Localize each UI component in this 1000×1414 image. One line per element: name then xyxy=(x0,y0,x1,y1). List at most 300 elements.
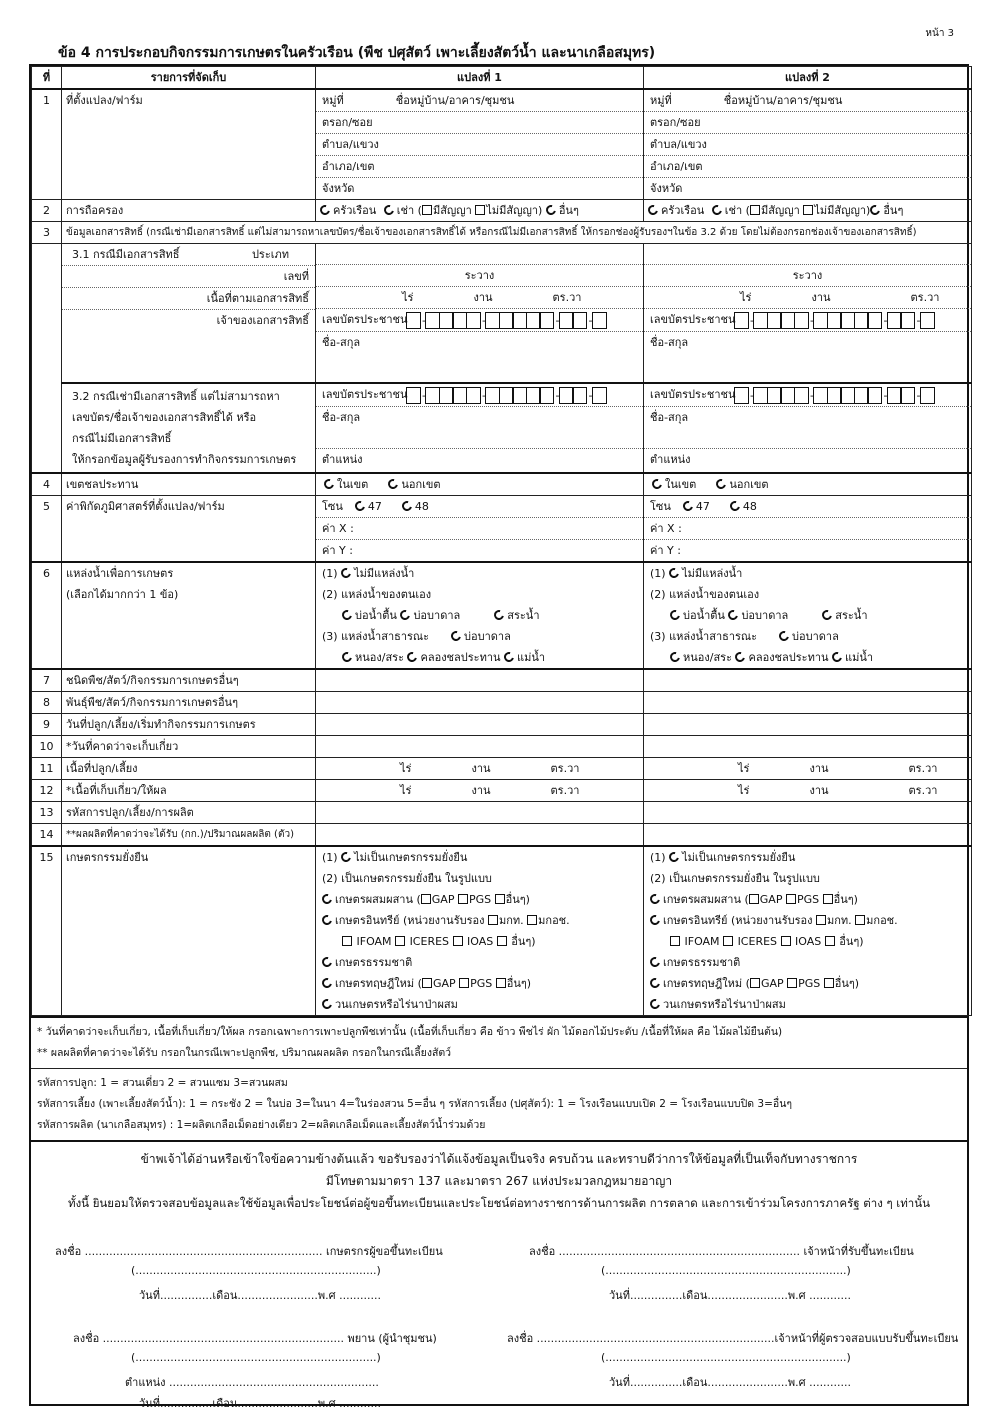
form-table xyxy=(31,66,972,1016)
id-digit-box[interactable] xyxy=(466,312,481,329)
plot1-harvest-area[interactable] xyxy=(316,780,644,802)
checkbox-icon[interactable] xyxy=(453,936,463,946)
moo-label: หมู่ที่ xyxy=(322,94,344,107)
opt-label: บ่อน้ำตื้น xyxy=(355,609,397,622)
rai-label: ไร่ xyxy=(738,784,750,797)
own-source-label: (2) แหล่งน้ำของตนเอง xyxy=(322,588,432,601)
id-card-field[interactable]: เลขบัตรประชาชน - - - - xyxy=(316,384,643,407)
name-field[interactable]: ชื่อ-สกุล xyxy=(322,335,361,349)
checkbox-icon[interactable] xyxy=(459,978,469,988)
plot1-plant-date[interactable] xyxy=(316,714,644,736)
row-number: 6 xyxy=(32,562,62,669)
checkbox-icon[interactable] xyxy=(395,936,405,946)
id-digit-box[interactable] xyxy=(572,387,587,404)
rawang-field[interactable]: ระวาง xyxy=(316,265,643,287)
row-number: 1 xyxy=(32,89,62,200)
row-number: 8 xyxy=(32,692,62,714)
radio-icon[interactable] xyxy=(386,477,400,491)
rai-label: ไร่ xyxy=(402,291,414,304)
radio-icon[interactable] xyxy=(544,203,558,217)
sub-label-line: กรณีไม่มีเอกสารสิทธิ์ xyxy=(72,432,172,445)
officer-receive-signature[interactable]: ลงชื่อ ..................................................................... เจ้าหน้าที่รับขึ้นทะเบียน xyxy=(529,1245,914,1258)
checkbox-icon[interactable] xyxy=(723,936,733,946)
code-line: รหัสการเลี้ยง (เพาะเลี้ยงสัตว์น้ำ): 1 = กระชัง 2 = ในบ่อ 3=ในนา 4=ในร่องสวน 5=อื่น ๆ รหัสการเลี้ยง (ปศุสัตว์): 1 = โรงเรือนแบบเปิด 2 = โรงเรือนแบบปิด 3=อื่นๆ xyxy=(37,1098,793,1110)
opt-label: GAP xyxy=(759,893,783,906)
plot2-production-code[interactable] xyxy=(644,802,972,824)
row-harvest-date xyxy=(32,736,972,758)
checkbox-icon[interactable] xyxy=(495,894,505,904)
type-label: ประเภท xyxy=(251,248,289,261)
row-label: การถือครอง xyxy=(62,200,316,222)
type-field[interactable] xyxy=(316,244,643,265)
plot2-certifier[interactable] xyxy=(644,383,972,473)
officer-receive-name-field[interactable]: (.....................................................................) xyxy=(601,1264,851,1277)
id-digit-box[interactable] xyxy=(539,312,554,329)
deed-area-field[interactable] xyxy=(644,287,971,309)
opt-label: ในเขต xyxy=(665,478,697,491)
opt-label: 48 xyxy=(414,500,429,513)
checkbox-icon[interactable] xyxy=(527,915,537,925)
plot2-location[interactable] xyxy=(644,89,972,200)
plot2-crop-type[interactable] xyxy=(644,669,972,692)
checkbox-icon[interactable] xyxy=(825,936,835,946)
opt-label: GAP xyxy=(431,893,455,906)
opt-label: บ่อบาดาล xyxy=(464,630,511,643)
plot2-plant-area[interactable] xyxy=(644,758,972,780)
col-no: ที่ xyxy=(32,67,62,90)
plot1-certifier[interactable] xyxy=(316,383,644,473)
public-source-label: (3) แหล่งน้ำสาธารณะ xyxy=(322,630,430,643)
plot2-water xyxy=(644,562,972,669)
type-field[interactable] xyxy=(644,244,971,265)
area-label: เนื้อที่ตามเอกสารสิทธิ์ xyxy=(62,288,315,310)
checkbox-icon[interactable] xyxy=(803,205,813,215)
officer-check-name-field[interactable]: (.....................................................................) xyxy=(601,1351,851,1364)
plot1-variety[interactable] xyxy=(316,692,644,714)
radio-icon[interactable] xyxy=(668,608,682,622)
row32-labels xyxy=(62,383,316,473)
public-source-label: (3) แหล่งน้ำสาธารณะ xyxy=(650,630,758,643)
row-production-code xyxy=(32,802,972,824)
deed-area-field[interactable] xyxy=(316,287,643,309)
row-3-2 xyxy=(32,383,972,473)
id-card-label: เลขบัตรประชาชน xyxy=(322,313,408,326)
village-label: ชื่อหมู่บ้าน/อาคาร/ชุมชน xyxy=(723,94,843,107)
province-field[interactable]: จังหวัด xyxy=(650,182,683,195)
own-source-label: (2) แหล่งน้ำของตนเอง xyxy=(650,588,760,601)
opt-label: เกษตรผสมผสาน ( xyxy=(335,893,421,906)
rai-label: ไร่ xyxy=(738,762,750,775)
rai-label: ไร่ xyxy=(400,762,412,775)
row-label: เนื้อที่ปลูก/เลี้ยง xyxy=(62,758,316,780)
id-digit-box[interactable] xyxy=(867,312,882,329)
id-digit-box[interactable] xyxy=(794,387,809,404)
moo-label: หมู่ที่ xyxy=(650,94,672,107)
row-3-1 xyxy=(32,244,972,384)
plot2-irrigation xyxy=(644,473,972,496)
name-field[interactable]: ชื่อ-สกุล xyxy=(316,407,643,449)
num: (1) xyxy=(650,567,666,580)
plot2-harvest-area[interactable] xyxy=(644,780,972,802)
declaration-line: ทั้งนี้ ยินยอมให้ตรวจสอบข้อมูลและใช้ข้อมูลเพื่อประโยชน์ต่อผู้ขอขึ้นทะเบียนและประโยชน์ต่อทางราชการด้านการผลิต การตลาด และการเข้าร่วมโครงการภาครัฐ ต่าง ๆ เท่านั้น xyxy=(67,1196,930,1210)
id-digit-box[interactable] xyxy=(572,312,587,329)
opt-label: PGS xyxy=(798,977,821,990)
radio-icon[interactable] xyxy=(339,850,353,864)
village-label: ชื่อหมู่บ้าน/อาคาร/ชุมชน xyxy=(395,94,515,107)
opt-label: วนเกษตรหรือไร่นาป่าผสม xyxy=(663,998,786,1011)
amphoe-field[interactable]: อำเภอ/เขต xyxy=(316,156,643,178)
opt-label: PGS xyxy=(470,977,493,990)
checkbox-icon[interactable] xyxy=(670,936,680,946)
opt-label: IFOAM xyxy=(684,935,720,948)
opt-label: IOAS xyxy=(467,935,494,948)
checkbox-icon[interactable] xyxy=(781,936,791,946)
declaration-line: ข้าพเจ้าได้อ่านหรือเข้าใจข้อความข้างต้นแล้ว ขอรับรองว่าได้แจ้งข้อมูลเป็นจริง ครบถ้วน และทราบดีว่าการให้ข้อมูลที่เป็นเท็จกับทางราชการ xyxy=(140,1152,858,1166)
opt-label: ครัวเรือน xyxy=(661,204,705,217)
id-digit-box[interactable] xyxy=(900,387,915,404)
y-coord-field[interactable]: ค่า Y : xyxy=(650,544,681,557)
radio-icon[interactable] xyxy=(353,499,367,513)
radio-icon[interactable] xyxy=(648,976,662,990)
radio-icon[interactable] xyxy=(399,608,413,622)
id-digit-box[interactable] xyxy=(734,387,749,404)
id-card-label: เลขบัตรประชาชน xyxy=(322,388,408,401)
plot2-plant-date[interactable] xyxy=(644,714,972,736)
declaration xyxy=(31,1140,967,1214)
tambon-field[interactable]: ตำบล/แขวง xyxy=(316,134,643,156)
id-digit-box[interactable] xyxy=(406,312,421,329)
witness-position-field[interactable]: ตำแหน่ง ............................................................ xyxy=(125,1376,379,1389)
radio-icon[interactable] xyxy=(668,650,682,664)
checkbox-icon[interactable] xyxy=(816,915,826,925)
opt-label: บ่อบาดาล xyxy=(413,609,461,622)
opt-label: อื่นๆ) xyxy=(834,977,860,990)
opt-label: เกษตรทฤษฎีใหม่ ( xyxy=(335,977,422,990)
radio-icon[interactable] xyxy=(406,650,420,664)
id-card-field[interactable]: เลขบัตรประชาชน - - - - xyxy=(644,309,971,332)
row-label: เขตชลประทาน xyxy=(62,473,316,496)
x-coord-field[interactable]: ค่า X : xyxy=(644,518,971,540)
radio-icon[interactable] xyxy=(667,566,681,580)
opt-label: มกท. xyxy=(498,914,524,927)
wa-label: ตร.วา xyxy=(552,291,582,304)
opt-label: คลองชลประทาน xyxy=(748,651,829,664)
witness-name-field[interactable]: (.....................................................................) xyxy=(131,1351,381,1364)
soi-field[interactable]: ตรอก/ซอย xyxy=(316,112,643,134)
row-expected-yield xyxy=(32,824,972,847)
position-field[interactable]: ตำแหน่ง xyxy=(650,452,691,466)
row-number: 14 xyxy=(32,824,62,847)
opt-label: 48 xyxy=(742,500,757,513)
province-field[interactable]: จังหวัด xyxy=(322,182,355,195)
tambon-field[interactable]: ตำบล/แขวง xyxy=(644,134,971,156)
row-label: เกษตรกรรมยั่งยืน xyxy=(62,846,316,1016)
radio-icon[interactable] xyxy=(382,203,396,217)
position-field[interactable]: ตำแหน่ง xyxy=(322,452,363,466)
id-digit-box[interactable] xyxy=(867,387,882,404)
row-title-deed xyxy=(32,222,972,244)
farmer-date-field[interactable]: วันที่...............เดือน.......................พ.ศ ............ xyxy=(139,1289,382,1302)
id-digit-box[interactable] xyxy=(794,312,809,329)
row-number: 4 xyxy=(32,473,62,496)
checkbox-icon[interactable] xyxy=(458,894,468,904)
checkbox-icon[interactable] xyxy=(422,978,432,988)
name-field[interactable]: ชื่อ-สกุล xyxy=(650,335,689,349)
row-number: 10 xyxy=(32,736,62,758)
opt-label: ครัวเรือน xyxy=(333,204,377,217)
row-number: 13 xyxy=(32,802,62,824)
plot1-location[interactable] xyxy=(316,89,644,200)
row-label: ที่ตั้งแปลง/ฟาร์ม xyxy=(62,89,316,200)
radio-icon[interactable] xyxy=(728,499,742,513)
radio-icon[interactable] xyxy=(830,650,844,664)
ngan-label: งาน xyxy=(471,762,491,775)
checkbox-icon[interactable] xyxy=(823,894,833,904)
opt-label: อื่นๆ xyxy=(883,204,904,217)
radio-icon[interactable] xyxy=(648,997,662,1011)
id-digit-box[interactable] xyxy=(592,312,607,329)
plot2-coords xyxy=(644,496,972,563)
num: (1) xyxy=(322,851,338,864)
opt-label: อื่นๆ) xyxy=(506,977,532,990)
label-line: แหล่งน้ำเพื่อการเกษตร xyxy=(66,567,174,580)
header-row xyxy=(32,67,972,90)
plot1-sustainable xyxy=(316,846,644,1016)
plot1-irrigation xyxy=(316,473,644,496)
radio-icon[interactable] xyxy=(340,650,354,664)
radio-icon[interactable] xyxy=(340,608,354,622)
id-digit-box[interactable] xyxy=(466,387,481,404)
radio-icon[interactable] xyxy=(320,892,334,906)
plot2-harvest-date[interactable] xyxy=(644,736,972,758)
row-label: รหัสการปลูก/เลี้ยง/การผลิต xyxy=(62,802,316,824)
opt-label: อื่นๆ xyxy=(558,204,579,217)
id-digit-box[interactable] xyxy=(592,387,607,404)
checkbox-icon[interactable] xyxy=(475,205,485,215)
row-label: **ผลผลิตที่คาดว่าจะได้รับ (กก.)/ปริมาณผลผลิต (ตัว) xyxy=(62,824,316,847)
plot1-tenure xyxy=(316,200,644,222)
opt-label: บ่อน้ำตื้น xyxy=(683,609,725,622)
opt-label: อื่นๆ) xyxy=(839,935,864,948)
officer-check-signature[interactable]: ลงชื่อ ....................................................................เจ้าหน้าที่ผู้ตรวจสอบแบบรับขึ้นทะเบียน xyxy=(507,1332,959,1345)
signature-block xyxy=(31,1214,967,1410)
radio-icon[interactable] xyxy=(320,955,334,969)
id-digit-box[interactable] xyxy=(406,387,421,404)
id-card-label: เลขบัตรประชาชน xyxy=(650,313,736,326)
id-card-label: เลขบัตรประชาชน xyxy=(650,388,736,401)
opt-label: มกอช. xyxy=(538,914,570,927)
row-label: ค่าพิกัดภูมิศาสตร์ที่ตั้งแปลง/ฟาร์ม xyxy=(62,496,316,563)
row-water-source xyxy=(32,562,972,669)
radio-icon[interactable] xyxy=(646,203,660,217)
opt-label: เช่า ( xyxy=(396,204,422,217)
radio-icon[interactable] xyxy=(492,608,506,622)
radio-icon[interactable] xyxy=(727,608,741,622)
farmer-signature[interactable]: ลงชื่อ .................................................................... เกษตรกรผู้ขอขึ้นทะเบียน xyxy=(55,1245,443,1258)
opt-label: GAP xyxy=(760,977,784,990)
plot2-deed[interactable] xyxy=(644,244,972,384)
row-number: 15 xyxy=(32,846,62,1016)
sub-label-line: ให้กรอกข้อมูลผู้รับรองการทำกิจกรรมการเกษตร xyxy=(72,453,297,466)
plot1-deed[interactable] xyxy=(316,244,644,384)
radio-icon[interactable] xyxy=(339,566,353,580)
opt-label: ICERES xyxy=(737,935,778,948)
num: (1) xyxy=(322,567,338,580)
radio-icon[interactable] xyxy=(318,203,332,217)
footnote: * วันที่คาดว่าจะเก็บเกี่ยว, เนื้อที่เก็บเกี่ยว/ให้ผล กรอกเฉพาะการเพาะปลูกพืชเท่านั้น (เนื้อที่เก็บเกี่ยว คือ ข้าว พืชไร่ ผัก ไม้ดอกไม้ประดับ /เนื้อที่ให้ผล คือ ไม้ผลไม้ยืนต้น) xyxy=(37,1026,783,1038)
opt-label: หนอง/สระ xyxy=(355,651,404,664)
row-number: 5 xyxy=(32,496,62,563)
checkbox-icon[interactable] xyxy=(496,978,506,988)
opt-label: เกษตรอินทรีย์ (หน่วยงานรับรอง xyxy=(335,914,485,927)
plot1-expected-yield[interactable] xyxy=(316,824,644,847)
radio-icon[interactable] xyxy=(449,629,463,643)
row-label: ข้อมูลเอกสารสิทธิ์ (กรณีเช่ามีเอกสารสิทธิ์ แต่ไม่สามารถหาเลขบัตร/ชื่อเจ้าของเอกสารสิทธิ์ได้ หรือกรณีไม่มีเอกสารสิทธิ์ ให้กรอกช่องผู้รับรองฯในข้อ 3.2 ด้วย โดยไม่ต้องกรอกช่องเจ้าของเอกสารสิทธิ์) xyxy=(62,222,972,244)
code-legend xyxy=(31,1068,967,1140)
sustainable-types-label: (2) เป็นเกษตรกรรมยั่งยืน ในรูปแบบ xyxy=(650,872,820,885)
footnote: ** ผลผลิตที่คาดว่าจะได้รับ กรอกในกรณีเพาะปลูกพืช, ปริมาณผลผลิต กรอกในกรณีเลี้ยงสัตว์ xyxy=(37,1047,452,1059)
num: (1) xyxy=(650,851,666,864)
sub-label: 3.1 กรณีมีเอกสารสิทธิ์ xyxy=(72,248,180,261)
owner-label: เจ้าของเอกสารสิทธิ์ xyxy=(216,314,309,327)
farmer-name-field[interactable]: (.....................................................................) xyxy=(131,1264,381,1277)
plot1-harvest-date[interactable] xyxy=(316,736,644,758)
y-coord-field[interactable]: ค่า Y : xyxy=(322,544,353,557)
number-label: เลขที่ xyxy=(62,266,315,288)
opt-label: นอกเขต xyxy=(401,478,441,491)
amphoe-field[interactable]: อำเภอ/เขต xyxy=(644,156,971,178)
row-label: ชนิดพืช/สัตว์/กิจกรรมการเกษตรอื่นๆ xyxy=(62,669,316,692)
rai-label: ไร่ xyxy=(400,784,412,797)
checkbox-icon[interactable] xyxy=(421,894,431,904)
id-digit-box[interactable] xyxy=(734,312,749,329)
ngan-label: งาน xyxy=(471,784,491,797)
witness-date-field[interactable]: วันที่...............เดือน.......................พ.ศ ............ xyxy=(139,1397,382,1410)
wa-label: ตร.วา xyxy=(908,762,938,775)
opt-label: ICERES xyxy=(409,935,450,948)
opt-label: ไม่มีสัญญา) xyxy=(814,204,871,217)
sustainable-types-label: (2) เป็นเกษตรกรรมยั่งยืน ในรูปแบบ xyxy=(322,872,492,885)
zone-label: โซน xyxy=(650,500,671,513)
name-field[interactable]: ชื่อ-สกุล xyxy=(644,407,971,449)
radio-icon[interactable] xyxy=(710,203,724,217)
opt-label: ไม่มีสัญญา) xyxy=(486,204,543,217)
row-label: *วันที่คาดว่าจะเก็บเกี่ยว xyxy=(62,736,316,758)
opt-label: หนอง/สระ xyxy=(683,651,732,664)
checkbox-icon[interactable] xyxy=(750,978,760,988)
col-item: รายการที่จัดเก็บ xyxy=(62,67,316,90)
declaration-line: มีโทษตามมาตรา 137 และมาตรา 267 แห่งประมวลกฎหมายอาญา xyxy=(325,1174,673,1188)
radio-icon[interactable] xyxy=(868,203,882,217)
opt-label: อื่นๆ) xyxy=(511,935,536,948)
opt-label: ไม่เป็นเกษตรกรรมยั่งยืน xyxy=(354,851,468,864)
code-line: รหัสการผลิต (นาเกลือสมุทร) : 1=ผลิตเกลือเม็ดอย่างเดียว 2=ผลิตเกลือเม็ดและเลี้ยงสัตว์น้ำร่วมด้วย xyxy=(37,1119,486,1131)
opt-label: เช่า ( xyxy=(724,204,750,217)
row-harvest-area xyxy=(32,780,972,802)
id-digit-box[interactable] xyxy=(920,312,935,329)
radio-icon[interactable] xyxy=(650,477,664,491)
zone-label: โซน xyxy=(322,500,343,513)
agri-activity-form xyxy=(29,64,969,1410)
radio-icon[interactable] xyxy=(322,477,336,491)
radio-icon[interactable] xyxy=(502,650,516,664)
soi-field[interactable]: ตรอก/ซอย xyxy=(644,112,971,134)
radio-icon[interactable] xyxy=(777,629,791,643)
witness-signature[interactable]: ลงชื่อ ..................................................................... พยาน (ผู้นำชุมชน) xyxy=(73,1332,437,1345)
radio-icon[interactable] xyxy=(320,976,334,990)
radio-icon[interactable] xyxy=(648,955,662,969)
plot1-crop-type[interactable] xyxy=(316,669,644,692)
opt-label: นอกเขต xyxy=(729,478,769,491)
opt-label: PGS xyxy=(796,893,820,906)
id-card-field[interactable]: เลขบัตรประชาชน - - - - xyxy=(644,384,971,407)
radio-icon[interactable] xyxy=(820,608,834,622)
plot1-coords xyxy=(316,496,644,563)
ngan-label: งาน xyxy=(809,762,829,775)
officer-receive-date-field[interactable]: วันที่...............เดือน.......................พ.ศ ............ xyxy=(609,1289,852,1302)
id-digit-box[interactable] xyxy=(920,387,935,404)
row-variety xyxy=(32,692,972,714)
radio-icon[interactable] xyxy=(320,913,334,927)
opt-label: มกอช. xyxy=(866,914,898,927)
radio-icon[interactable] xyxy=(681,499,695,513)
row-coordinates xyxy=(32,496,972,563)
plot2-expected-yield[interactable] xyxy=(644,824,972,847)
radio-icon[interactable] xyxy=(714,477,728,491)
opt-label: มีสัญญา xyxy=(432,204,472,217)
opt-label: บ่อบาดาล xyxy=(741,609,789,622)
plot1-plant-area[interactable] xyxy=(316,758,644,780)
opt-label: ไม่เป็นเกษตรกรรมยั่งยืน xyxy=(682,851,796,864)
row-irrigation xyxy=(32,473,972,496)
id-digit-box[interactable] xyxy=(900,312,915,329)
opt-label: มีสัญญา xyxy=(760,204,800,217)
radio-icon[interactable] xyxy=(320,997,334,1011)
checkbox-icon[interactable] xyxy=(787,978,797,988)
radio-icon[interactable] xyxy=(734,650,748,664)
checkbox-icon[interactable] xyxy=(749,894,759,904)
id-card-field[interactable]: เลขบัตรประชาชน - - - - xyxy=(316,309,643,332)
checkbox-icon[interactable] xyxy=(824,978,834,988)
checkbox-icon[interactable] xyxy=(497,936,507,946)
opt-label: IOAS xyxy=(795,935,822,948)
opt-label: มกท. xyxy=(826,914,852,927)
checkbox-icon[interactable] xyxy=(786,894,796,904)
radio-icon[interactable] xyxy=(648,892,662,906)
row-plant-date xyxy=(32,714,972,736)
radio-icon[interactable] xyxy=(667,850,681,864)
plot2-sustainable xyxy=(644,846,972,1016)
checkbox-icon[interactable] xyxy=(855,915,865,925)
opt-label: 47 xyxy=(367,500,382,513)
checkbox-icon[interactable] xyxy=(750,205,760,215)
opt-label: PGS xyxy=(468,893,492,906)
checkbox-icon[interactable] xyxy=(422,205,432,215)
officer-check-date-field[interactable]: วันที่...............เดือน.......................พ.ศ ............ xyxy=(609,1376,852,1389)
id-digit-box[interactable] xyxy=(539,387,554,404)
wa-label: ตร.วา xyxy=(550,784,580,797)
checkbox-icon[interactable] xyxy=(342,936,352,946)
plot1-production-code[interactable] xyxy=(316,802,644,824)
row-number-blank xyxy=(32,244,62,474)
row-label: พันธุ์พืช/สัตว์/กิจกรรมการเกษตรอื่นๆ xyxy=(62,692,316,714)
radio-icon[interactable] xyxy=(648,913,662,927)
x-coord-field[interactable]: ค่า X : xyxy=(316,518,643,540)
radio-icon[interactable] xyxy=(400,499,414,513)
checkbox-icon[interactable] xyxy=(488,915,498,925)
plot2-variety[interactable] xyxy=(644,692,972,714)
rawang-field[interactable]: ระวาง xyxy=(644,265,971,287)
